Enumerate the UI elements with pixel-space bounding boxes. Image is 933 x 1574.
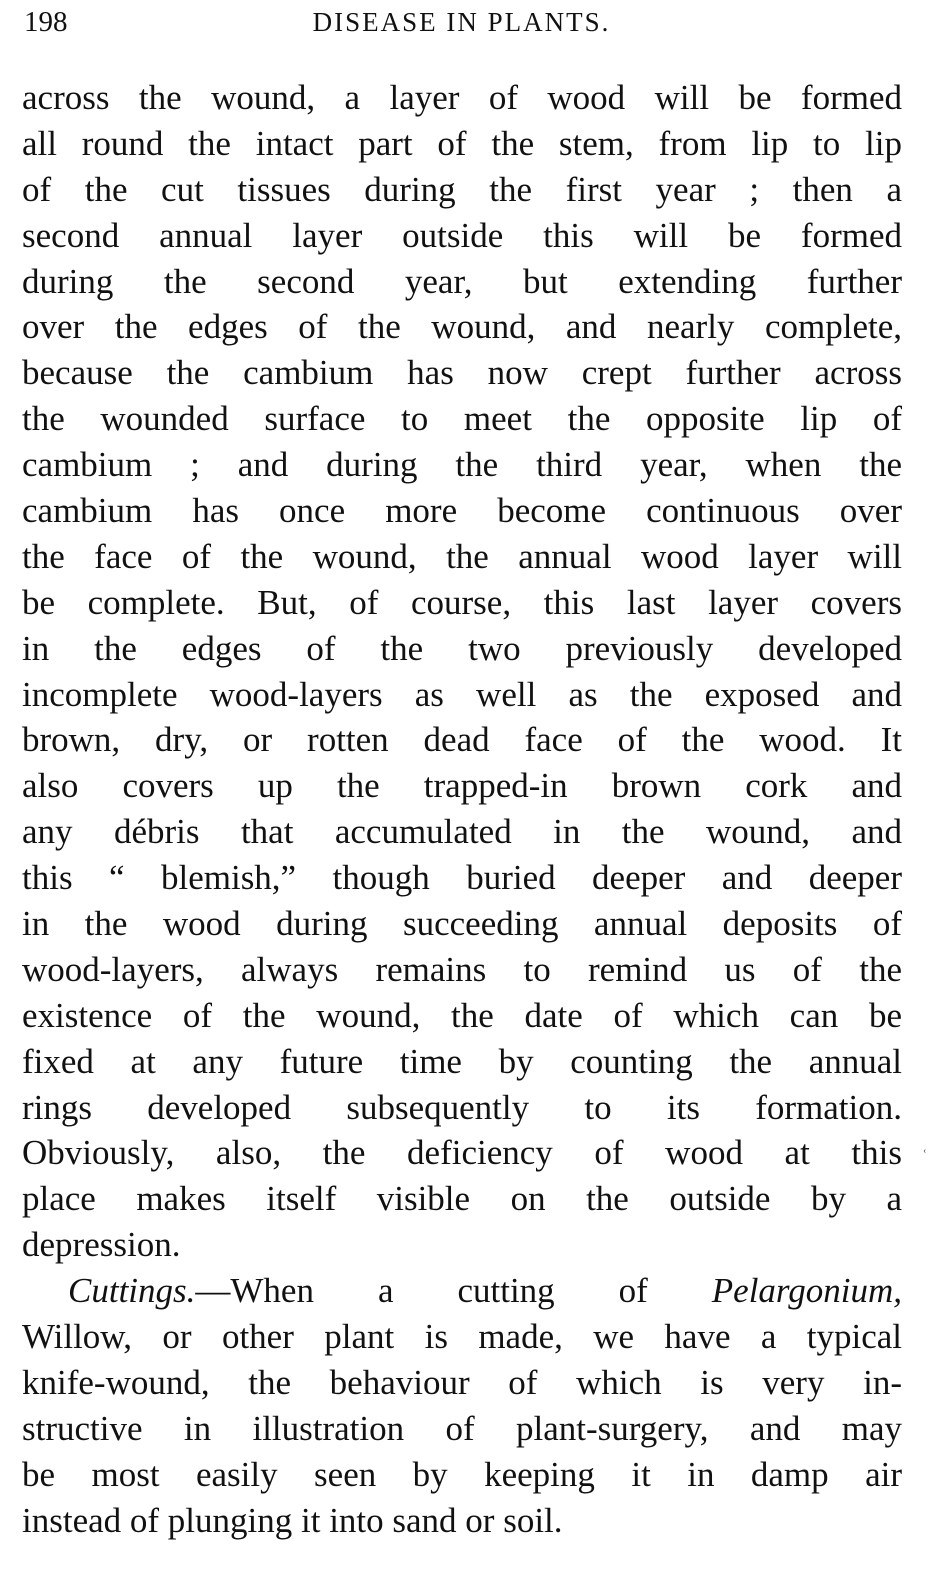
text-line: in the wood during succeeding annual deposits of bbox=[22, 904, 902, 944]
text-line: during the second year, but extending further bbox=[22, 261, 902, 301]
running-title: DISEASE IN PLANTS. bbox=[312, 7, 611, 37]
text-line: in the edges of the two previously developed bbox=[22, 628, 902, 668]
body-text bbox=[22, 75, 902, 1544]
page-header bbox=[24, 2, 899, 42]
stray-print-mark: ʿ bbox=[922, 1148, 928, 1165]
text-line: be complete. But, of course, this last layer covers bbox=[22, 582, 902, 622]
text-line: this “ blemish,” though buried deeper and deeper bbox=[22, 858, 902, 898]
genus-name: Pelargonium, bbox=[711, 1271, 902, 1311]
text-line: cambium has once more become continuous over bbox=[22, 491, 902, 531]
text-line: instead of plunging it into sand or soil. bbox=[22, 1500, 563, 1540]
paragraph-wound-healing bbox=[22, 75, 902, 1268]
text-line: across the wound, a layer of wood will be formed bbox=[22, 78, 902, 117]
text-line: cambium ; and during the third year, when the bbox=[22, 445, 902, 485]
text-line: Obviously, also, the deficiency of wood at this bbox=[22, 1133, 902, 1173]
text-line: Willow, or other plant is made, we have a typical bbox=[22, 1317, 902, 1357]
text-line: because the cambium has now crept further across bbox=[22, 353, 902, 393]
text-line: brown, dry, or rotten dead face of the wood. It bbox=[22, 720, 902, 760]
text-line: be most easily seen by keeping it in damp air bbox=[22, 1454, 902, 1494]
text-line: depression. bbox=[22, 1225, 181, 1265]
text-line: all round the intact part of the stem, from lip to lip bbox=[22, 123, 902, 163]
text-line: fixed at any future time by counting the annual bbox=[22, 1041, 902, 1081]
text-line-lead bbox=[22, 1268, 902, 1314]
text-line: knife-wound, the behaviour of which is very in- bbox=[22, 1362, 902, 1402]
text-line: any débris that accumulated in the wound, and bbox=[22, 812, 902, 852]
text-line: wood-layers, always remains to remind us of the bbox=[22, 949, 902, 989]
text-line: incomplete wood-layers as well as the exposed and bbox=[22, 674, 902, 714]
page-number: 198 bbox=[24, 6, 68, 38]
text-line: second annual layer outside this will be formed bbox=[22, 215, 902, 255]
section-heading-cuttings: Cuttings. bbox=[68, 1271, 196, 1311]
text-line: over the edges of the wound, and nearly complete, bbox=[22, 307, 902, 347]
text-line: also covers up the trapped-in brown cork and bbox=[22, 766, 902, 806]
text-line: the wounded surface to meet the opposite lip of bbox=[22, 399, 902, 439]
paragraph-cuttings bbox=[22, 1268, 902, 1543]
text-line: rings developed subsequently to its formation. bbox=[22, 1087, 902, 1127]
text-line: structive in illustration of plant-surgery, and may bbox=[22, 1408, 902, 1448]
text-line: of the cut tissues during the first year ; then a bbox=[22, 169, 902, 209]
text-line: existence of the wound, the date of which can be bbox=[22, 995, 902, 1035]
text-line: place makes itself visible on the outside by a bbox=[22, 1179, 902, 1219]
lead-text: —When a cutting of bbox=[195, 1271, 712, 1311]
text-line: the face of the wound, the annual wood layer will bbox=[22, 536, 902, 576]
